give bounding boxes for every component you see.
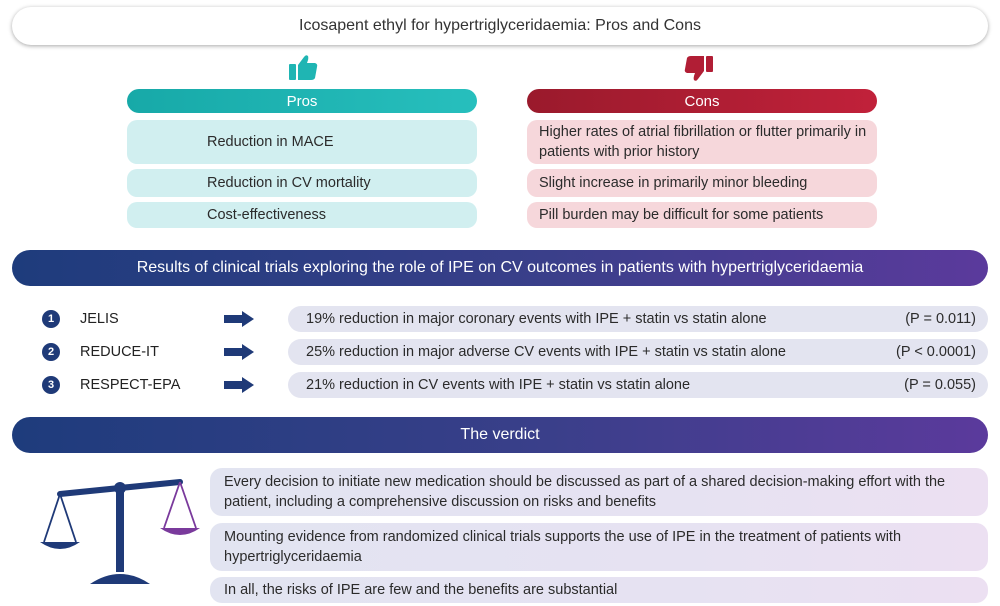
trial-result-text: 21% reduction in CV events with IPE + statin vs statin alone [306,377,691,393]
verdict-banner: The verdict [12,417,988,453]
trial-name: REDUCE-IT [80,344,159,360]
thumbs-up-icon [288,53,318,81]
page-title: Icosapent ethyl for hypertriglyceridaemia: Pros and Cons [12,7,988,45]
trial-result [288,339,988,365]
arrow-right-icon [224,377,254,393]
cons-item: Higher rates of atrial fibrillation or flutter primarily in patients with prior history [527,120,877,164]
trial-result [288,372,988,398]
trial-result-text: 25% reduction in major adverse CV events with IPE + statin vs statin alone [306,344,786,360]
verdict-item: In all, the risks of IPE are few and the benefits are substantial [210,577,988,603]
trial-result [288,306,988,332]
scales-icon [40,472,200,592]
trial-p-value: (P = 0.055) [904,377,976,393]
pros-item: Cost-effectiveness [127,202,477,228]
pros-heading: Pros [127,89,477,113]
trial-name: JELIS [80,311,119,327]
thumbs-down-icon [684,55,714,83]
pros-item: Reduction in CV mortality [127,169,477,197]
trial-name: RESPECT-EPA [80,377,181,393]
trial-result-text: 19% reduction in major coronary events with IPE + statin vs statin alone [306,311,767,327]
trials-banner: Results of clinical trials exploring the role of IPE on CV outcomes in patients with hypertriglyceridaemia [12,250,988,286]
trial-number: 2 [42,343,60,361]
cons-item: Slight increase in primarily minor bleeding [527,169,877,197]
trial-p-value: (P < 0.0001) [896,344,976,360]
trial-number: 3 [42,376,60,394]
cons-item: Pill burden may be difficult for some patients [527,202,877,228]
arrow-right-icon [224,311,254,327]
verdict-item: Mounting evidence from randomized clinical trials supports the use of IPE in the treatment of patients with hypertriglyceridaemia [210,523,988,571]
trial-p-value: (P = 0.011) [905,311,976,327]
verdict-item: Every decision to initiate new medication should be discussed as part of a shared decision-making effort with the patient, including a comprehensive discussion on risks and benefits [210,468,988,516]
trial-number: 1 [42,310,60,328]
pros-item: Reduction in MACE [127,120,477,164]
arrow-right-icon [224,344,254,360]
cons-heading: Cons [527,89,877,113]
